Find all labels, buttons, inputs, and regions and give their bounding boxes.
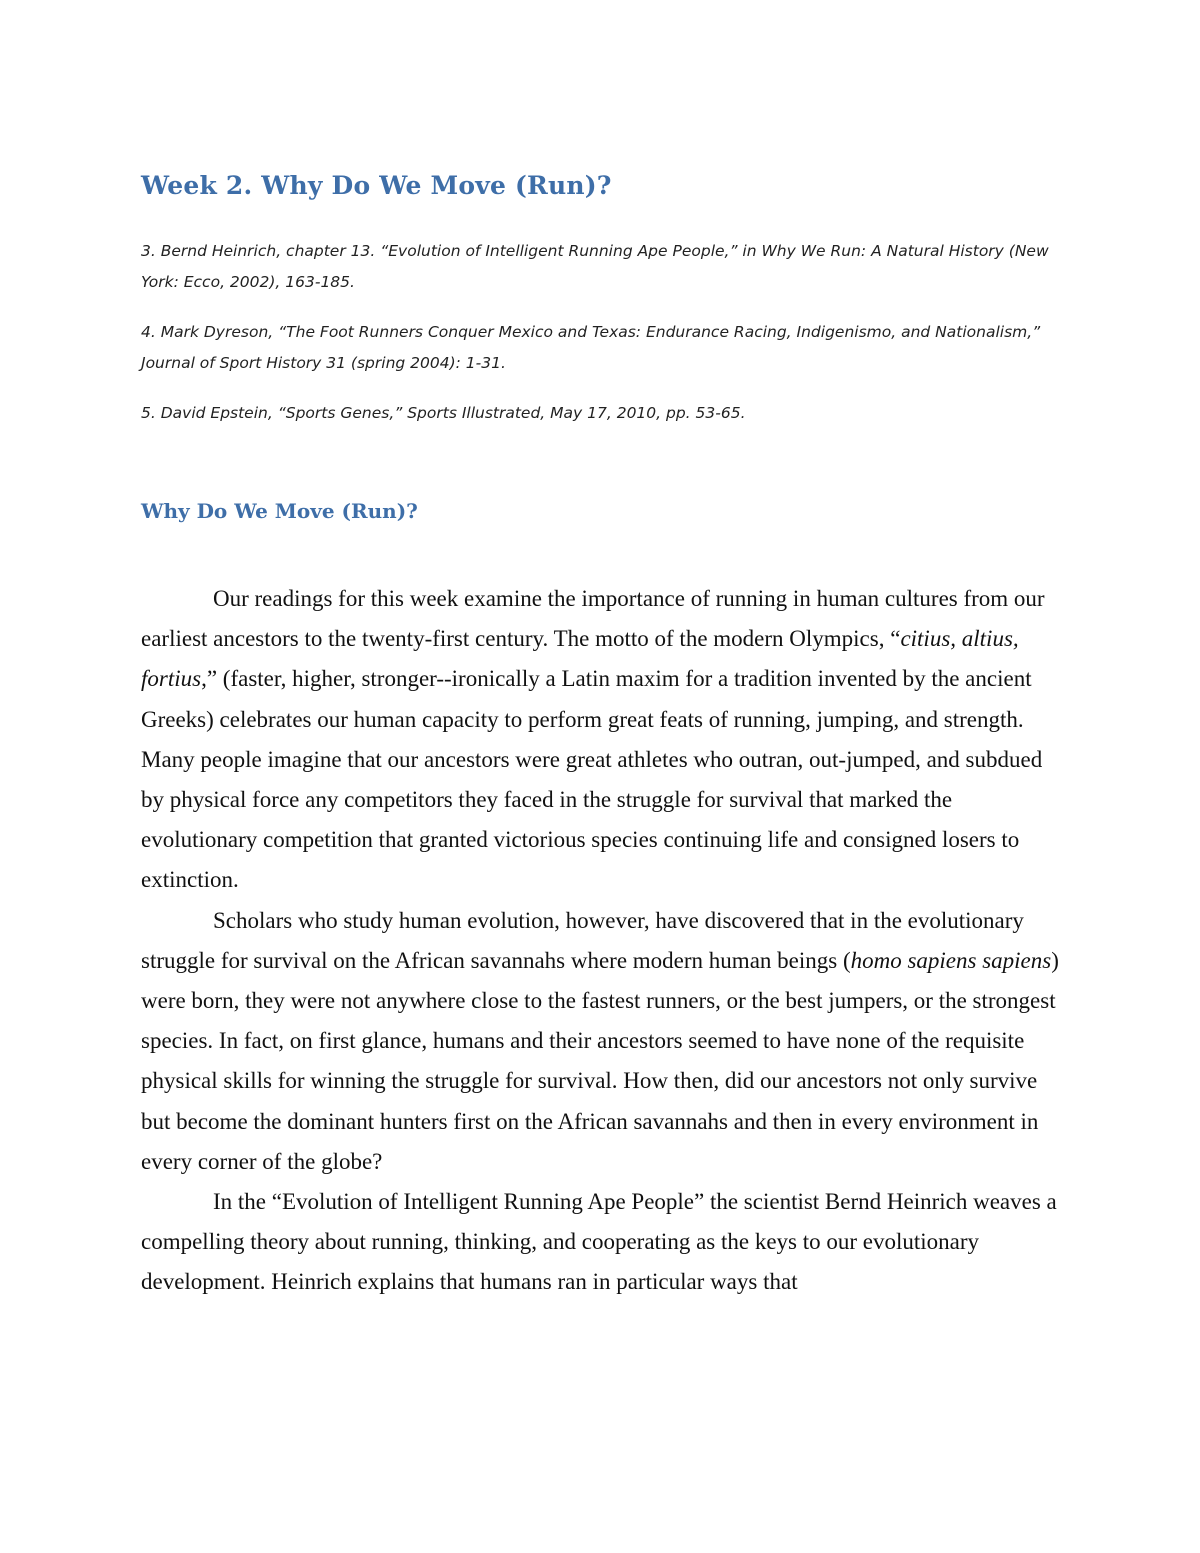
paragraph-text: Scholars who study human evolution, however, have discovered that in the evolutionary struggle for survival on the African savannahs where modern human beings (: [141, 907, 1024, 973]
reading-list: [141, 236, 1061, 429]
page-title: Week 2. Why Do We Move (Run)?: [141, 171, 612, 200]
section-heading: Why Do We Move (Run)?: [141, 499, 418, 523]
paragraph-text: ) were born, they were not anywhere close to the fastest runners, or the best jumpers, or the strongest species. In fact, on first glance, humans and their ancestors seemed to have none of the requisite physical skills for winning the struggle for survival. How then, did our ancestors not only survive but become the dominant hunters first on the African savannahs and then in every environment in every corner of the globe?: [141, 947, 1059, 1174]
reading-item: 4. Mark Dyreson, “The Foot Runners Conquer Mexico and Texas: Endurance Racing, Indigenismo, and Nationalism,” Journal of Sport History 31 (spring 2004): 1-31.: [141, 323, 1041, 372]
reading-item: 5. David Epstein, “Sports Genes,” Sports Illustrated, May 17, 2010, pp. 53-65.: [141, 404, 746, 422]
species-name: homo sapiens sapiens: [850, 947, 1052, 973]
body-paragraph: [141, 901, 1061, 1182]
document-body: [141, 166, 1061, 1303]
body-paragraph: In the “Evolution of Intelligent Running Ape People” the scientist Bernd Heinrich weaves a compelling theory about running, thinking, and cooperating as the keys to our evolutionary development. Heinrich explains that humans ran in particular ways that: [141, 1189, 1057, 1295]
body-paragraph: [141, 579, 1061, 901]
olympic-motto: citius, altius, fortius: [141, 626, 1019, 692]
reading-item: 3. Bernd Heinrich, chapter 13. “Evolution of Intelligent Running Ape People,” in Why We Run: A Natural History (New York: Ecco, 2002), 163-185.: [141, 242, 1049, 291]
paragraph-text: ,” (faster, higher, stronger--ironically a Latin maxim for a tradition invented by the ancient Greeks) celebrates our human capacity to perform great feats of running, jumping, and strength. Many people imagine that our ancestors were great athletes who outran, out-jumped, and subdued by physical force any competitors they faced in the struggle for survival that marked the evolutionary competition that granted victorious species continuing life and consigned losers to extinction.: [141, 666, 1043, 893]
paragraph-text: Our readings for this week examine the importance of running in human cultures from our earliest ancestors to the twenty-first century. The motto of the modern Olympics, “: [141, 586, 1045, 652]
